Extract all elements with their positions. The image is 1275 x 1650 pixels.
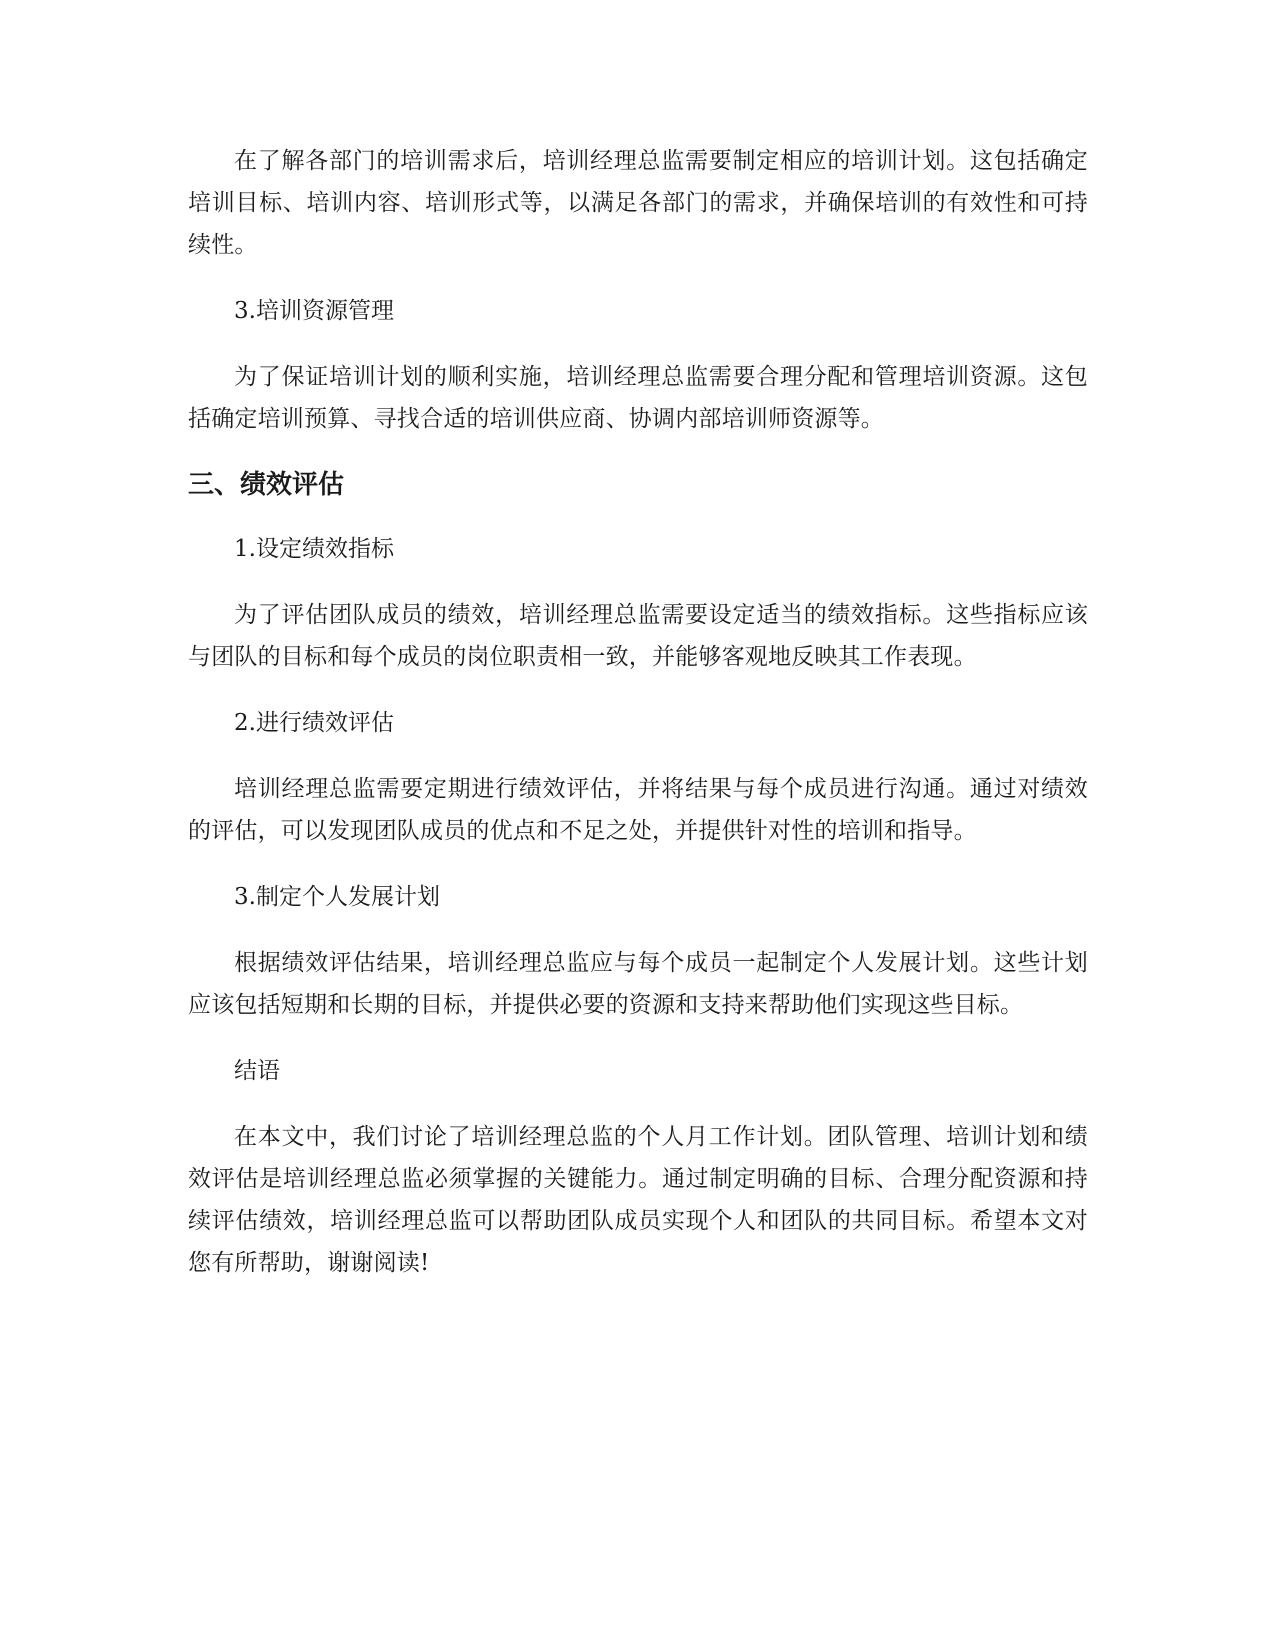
paragraph-conclusion: 在本文中，我们讨论了培训经理总监的个人月工作计划。团队管理、培训计划和绩效评估是培训经理总监必须掌握的关键能力。通过制定明确的目标、合理分配资源和持续评估绩效，培训经理总监可以帮助团队成员实现个人和团队的共同目标。希望本文对您有所帮助，谢谢阅读! [188,1124,1088,1276]
subheading-set-indicators: 1.设定绩效指标 [234,536,394,562]
subheading-conclusion: 结语 [234,1058,280,1084]
paragraph-conduct-evaluation: 培训经理总监需要定期进行绩效评估，并将结果与每个成员进行沟通。通过对绩效的评估，可以发现团队成员的优点和不足之处，并提供针对性的培训和指导。 [188,776,1088,844]
paragraph-set-indicators: 为了评估团队成员的绩效，培训经理总监需要设定适当的绩效指标。这些指标应该与团队的目标和每个成员的岗位职责相一致，并能够客观地反映其工作表现。 [188,602,1088,670]
paragraph-training-plan: 在了解各部门的培训需求后，培训经理总监需要制定相应的培训计划。这包括确定培训目标、培训内容、培训形式等，以满足各部门的需求，并确保培训的有效性和可持续性。 [188,148,1088,258]
subheading-conduct-evaluation: 2.进行绩效评估 [234,710,394,736]
section-heading-performance: 三、绩效评估 [188,470,345,500]
subheading-training-resources: 3.培训资源管理 [234,298,394,324]
paragraph-development-plan: 根据绩效评估结果，培训经理总监应与每个成员一起制定个人发展计划。这些计划应该包括短期和长期的目标，并提供必要的资源和支持来帮助他们实现这些目标。 [188,950,1088,1018]
document-body [188,140,1088,1308]
paragraph-training-resources: 为了保证培训计划的顺利实施，培训经理总监需要合理分配和管理培训资源。这包括确定培训预算、寻找合适的培训供应商、协调内部培训师资源等。 [188,364,1088,432]
subheading-development-plan: 3.制定个人发展计划 [234,884,440,910]
